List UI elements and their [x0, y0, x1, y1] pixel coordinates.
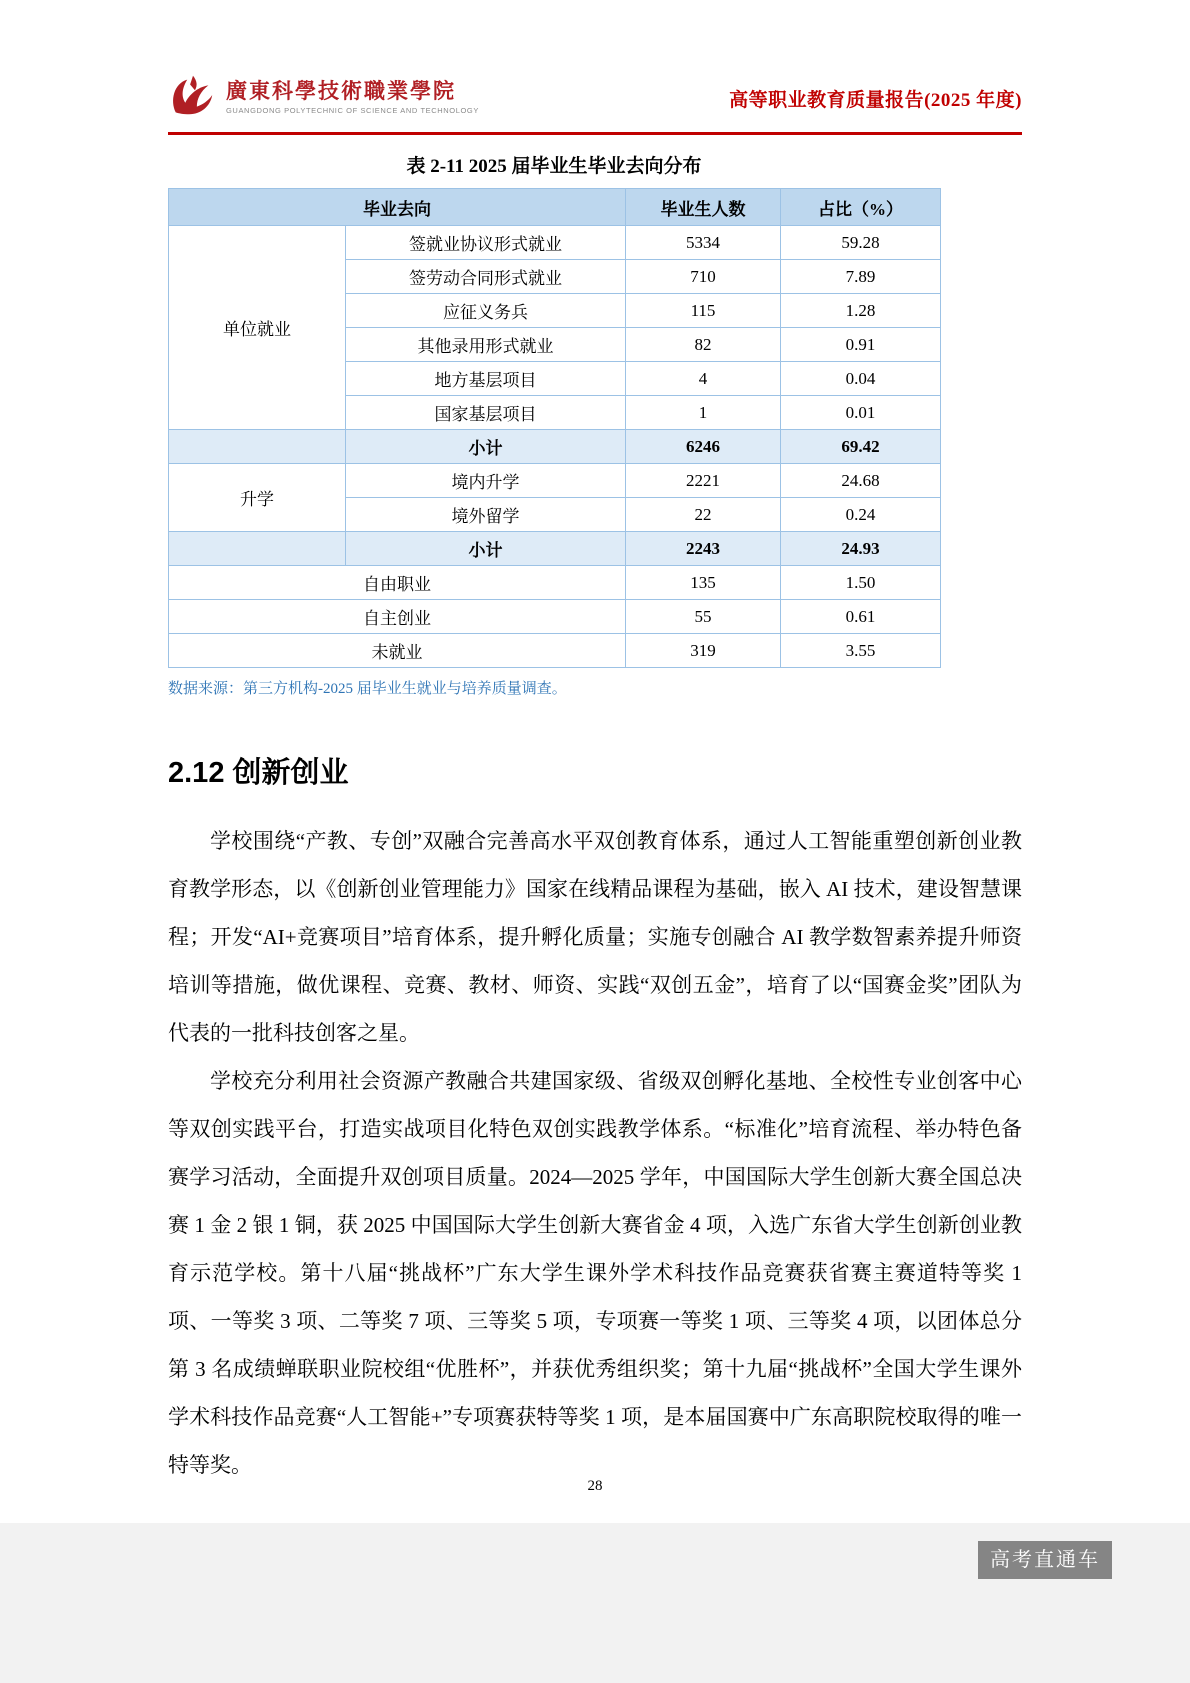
row-count: 55 [626, 600, 781, 634]
row-label: 未就业 [169, 634, 626, 668]
table-row [169, 600, 941, 634]
report-title: 高等职业教育质量报告(2025 年度) [729, 89, 1022, 111]
college-name-chinese: 廣東科學技術職業學院 [226, 79, 456, 104]
row-percent: 59.28 [781, 226, 941, 260]
row-percent: 0.61 [781, 600, 941, 634]
row-label: 应征义务兵 [346, 294, 626, 328]
page-number: 28 [587, 1478, 603, 1494]
subtotal-count: 2243 [626, 532, 781, 566]
table-row [169, 464, 941, 498]
row-label: 签就业协议形式就业 [346, 226, 626, 260]
subtotal-spacer [169, 430, 346, 464]
row-count: 22 [626, 498, 781, 532]
table-header-row [169, 189, 941, 226]
college-logo-icon [168, 73, 218, 124]
table-row [169, 226, 941, 260]
row-percent: 0.91 [781, 328, 941, 362]
col-header-destination: 毕业去向 [169, 189, 626, 226]
graduate-destination-table [168, 188, 941, 668]
subtotal-label: 小计 [346, 430, 626, 464]
col-header-percent: 占比（%） [781, 189, 941, 226]
row-label: 其他录用形式就业 [346, 328, 626, 362]
body-paragraph-1: 学校围绕“产教、专创”双融合完善高水平双创教育体系，通过人工智能重塑创新创业教育教学形态，以《创新创业管理能力》国家在线精品课程为基础，嵌入 AI 技术，建设智慧课程；开发“AI+竞赛项目”培育体系，提升孵化质量；实施专创融合 AI 教学数智素养提升师资培训等措施，做优课程、竞赛、教材、师资、实践“双创五金”，培育了以“国赛金奖”团队为代表的一批科技创客之星。 [168, 829, 1022, 1045]
row-label: 地方基层项目 [346, 362, 626, 396]
row-count: 1 [626, 396, 781, 430]
subtotal-row-further-study [169, 532, 941, 566]
data-source-note: 数据来源：第三方机构-2025 届毕业生就业与培养质量调查。 [168, 681, 567, 697]
row-count: 115 [626, 294, 781, 328]
row-count: 4 [626, 362, 781, 396]
table-row [169, 634, 941, 668]
table-caption: 表 2-11 2025 届毕业生毕业去向分布 [406, 156, 702, 177]
row-percent: 0.01 [781, 396, 941, 430]
college-logo [168, 73, 479, 124]
row-percent: 7.89 [781, 260, 941, 294]
row-percent: 3.55 [781, 634, 941, 668]
row-label: 国家基层项目 [346, 396, 626, 430]
table-row [169, 566, 941, 600]
section-heading: 2.12 创新创业 [168, 757, 349, 789]
subtotal-percent: 24.93 [781, 532, 941, 566]
col-header-count: 毕业生人数 [626, 189, 781, 226]
subtotal-percent: 69.42 [781, 430, 941, 464]
body-paragraph-2: 学校充分利用社会资源产教融合共建国家级、省级双创孵化基地、全校性专业创客中心等双创实践平台，打造实战项目化特色双创实践教学体系。“标准化”培育流程、举办特色备赛学习活动，全面提升双创项目质量。2024—2025 学年，中国国际大学生创新大赛全国总决赛 1 金 2 银 1 铜，获 2025 中国国际大学生创新大赛省金 4 项，入选广东省大学生创新创业教育示范学校。第十八届“挑战杯”广东大学生课外学术科技作品竞赛获省赛主赛道特等奖 1 项、一等奖 3 项、二等奖 7 项、三等奖 5 项，专项赛一等奖 1 项、三等奖 4 项，以团体总分第 3 名成绩蝉联职业院校组“优胜杯”，并获优秀组织奖；第十九届“挑战杯”全国大学生课外学术科技作品竞赛“人工智能+”专项赛获特等奖 1 项，是本届国赛中广东高职院校取得的唯一特等奖。 [168, 1069, 1022, 1477]
row-percent: 0.04 [781, 362, 941, 396]
row-count: 135 [626, 566, 781, 600]
subtotal-spacer [169, 532, 346, 566]
row-label: 境内升学 [346, 464, 626, 498]
group-label-employment: 单位就业 [169, 226, 346, 430]
row-label: 签劳动合同形式就业 [346, 260, 626, 294]
row-label: 自主创业 [169, 600, 626, 634]
subtotal-row-employment [169, 430, 941, 464]
row-count: 2221 [626, 464, 781, 498]
row-percent: 24.68 [781, 464, 941, 498]
group-label-further-study: 升学 [169, 464, 346, 532]
header-divider [168, 132, 1022, 135]
college-logo-text [226, 80, 479, 115]
row-count: 5334 [626, 226, 781, 260]
row-label: 自由职业 [169, 566, 626, 600]
subtotal-count: 6246 [626, 430, 781, 464]
college-name-english: GUANGDONG POLYTECHNIC OF SCIENCE AND TECHNOLOGY [226, 106, 479, 116]
subtotal-label: 小计 [346, 532, 626, 566]
row-count: 710 [626, 260, 781, 294]
document-header [168, 70, 1022, 126]
watermark-badge: 高考直通车 [978, 1541, 1112, 1579]
row-count: 82 [626, 328, 781, 362]
row-percent: 0.24 [781, 498, 941, 532]
row-percent: 1.50 [781, 566, 941, 600]
row-label: 境外留学 [346, 498, 626, 532]
row-count: 319 [626, 634, 781, 668]
row-percent: 1.28 [781, 294, 941, 328]
